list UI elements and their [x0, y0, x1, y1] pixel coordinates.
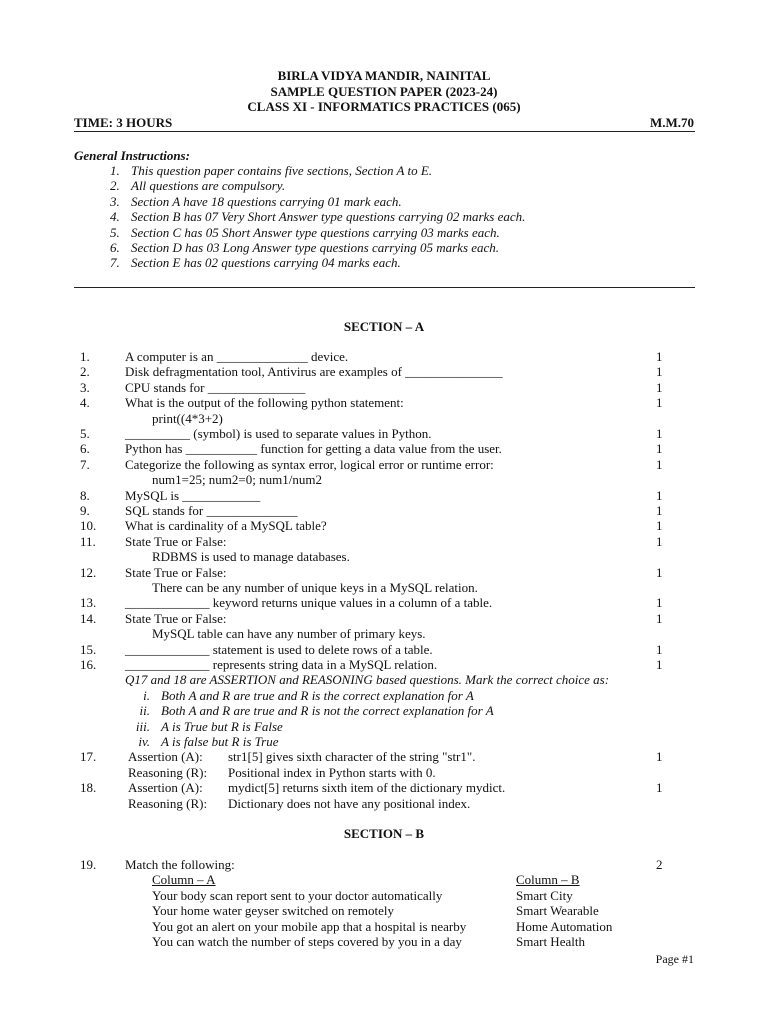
question-number: 10.: [80, 518, 97, 534]
match-column-a-item: Your home water geyser switched on remotely: [152, 903, 395, 919]
instruction-number: 7.: [110, 255, 120, 271]
match-column-a-item: Your body scan report sent to your doctor automatically: [152, 887, 443, 903]
question-number: 1.: [80, 349, 90, 364]
question-text: CPU stands for _______________: [125, 379, 306, 395]
question-text: MySQL is ____________: [125, 487, 261, 503]
max-marks: M.M.70: [649, 115, 694, 130]
assertion-text: str1[5] gives sixth character of the string "str1".: [228, 749, 476, 765]
question-number: 7.: [80, 456, 90, 472]
class-subject: CLASS XI - INFORMATICS PRACTICES (065): [247, 99, 521, 114]
question-number: 18.: [80, 780, 97, 796]
question-subtext: RDBMS is used to manage databases.: [152, 549, 350, 565]
time-allowed: TIME: 3 HOURS: [74, 115, 173, 130]
ar-option-number: iii.: [135, 718, 150, 734]
instruction-number: 2.: [110, 178, 120, 194]
question-number: 3.: [80, 379, 90, 395]
instructions-title: General Instructions:: [74, 148, 190, 163]
question-number: 11.: [80, 533, 96, 549]
section-b-title: SECTION – B: [343, 826, 425, 841]
instruction-text: All questions are compulsory.: [131, 178, 286, 194]
instruction-number: 3.: [110, 193, 120, 209]
ar-option-number: iv.: [138, 734, 150, 749]
question-marks: 1: [656, 426, 663, 441]
question-marks: 1: [656, 379, 663, 395]
instruction-number: 1.: [110, 163, 120, 178]
reasoning-text: Dictionary does not have any positional index.: [228, 795, 471, 811]
question-marks: 1: [656, 456, 663, 472]
question-text: State True or False:: [125, 533, 227, 549]
question-marks: 1: [656, 533, 663, 549]
reasoning-label: Reasoning (R):: [128, 795, 208, 811]
instruction-number: 5.: [110, 224, 120, 240]
ar-option-number: i.: [143, 687, 150, 703]
question-marks: 1: [656, 749, 663, 765]
question-number: 13.: [80, 595, 97, 611]
match-column-b-item: Smart City: [516, 887, 573, 903]
column-a-header: Column – A: [152, 872, 216, 888]
ar-option-text: A is false but R is True: [161, 734, 279, 749]
question-subtext: num1=25; num2=0; num1/num2: [152, 472, 322, 488]
instructions-rule: [74, 287, 695, 288]
question-marks: 1: [656, 595, 663, 611]
question-number: 16.: [80, 657, 97, 672]
question-text: State True or False:: [125, 610, 227, 626]
ar-option-text: A is True but R is False: [161, 718, 283, 734]
instruction-text: Section B has 07 Very Short Answer type questions carrying 02 marks each.: [131, 209, 526, 225]
match-column-b-item: Smart Wearable: [516, 903, 599, 919]
section-a-title: SECTION – A: [343, 319, 425, 334]
question-number: 6.: [80, 441, 90, 457]
page-number: Page #1: [655, 952, 694, 966]
assertion-reasoning-note: Q17 and 18 are ASSERTION and REASONING based questions. Mark the correct choice as:: [125, 672, 610, 688]
question-text: SQL stands for ______________: [125, 503, 298, 518]
question-text: Disk defragmentation tool, Antivirus are examples of _______________: [125, 364, 503, 380]
reasoning-text: Positional index in Python starts with 0.: [228, 764, 436, 780]
question-marks: 1: [656, 349, 663, 364]
question-text: A computer is an ______________ device.: [125, 349, 349, 364]
ar-option-text: Both A and R are true and R is the correct explanation for A: [161, 687, 474, 703]
school-name: BIRLA VIDYA MANDIR, NAINITAL: [277, 68, 491, 83]
question-number: 12.: [80, 564, 97, 580]
match-column-b-item: Home Automation: [516, 918, 613, 934]
question-text: Match the following:: [125, 857, 235, 872]
question-marks: 1: [656, 364, 663, 380]
instruction-text: Section D has 03 Long Answer type questions carrying 05 marks each.: [131, 240, 500, 255]
question-marks: 1: [656, 518, 663, 534]
question-text: State True or False:: [125, 564, 227, 580]
ar-option-text: Both A and R are true and R is not the correct explanation for A: [161, 703, 494, 719]
question-text: _____________ keyword returns unique values in a column of a table.: [125, 595, 493, 611]
question-text: Python has ___________ function for getting a data value from the user.: [125, 441, 502, 457]
assertion-label: Assertion (A):: [128, 780, 203, 796]
question-marks: 2: [656, 857, 663, 872]
header-rule: [74, 131, 695, 132]
question-subtext: print((4*3+2): [152, 410, 223, 426]
question-number: 8.: [80, 487, 90, 503]
question-number: 2.: [80, 364, 90, 380]
column-b-header: Column – B: [516, 872, 580, 888]
assertion-label: Assertion (A):: [128, 749, 203, 765]
question-subtext: MySQL table can have any number of primary keys.: [152, 626, 426, 642]
match-column-b-item: Smart Health: [516, 934, 585, 949]
instruction-text: Section C has 05 Short Answer type questions carrying 03 marks each.: [131, 224, 500, 240]
instruction-text: Section E has 02 questions carrying 04 marks each.: [131, 255, 401, 271]
question-subtext: There can be any number of unique keys in a MySQL relation.: [152, 580, 478, 595]
question-marks: 1: [656, 503, 663, 518]
instruction-text: This question paper contains five sections, Section A to E.: [131, 163, 433, 178]
paper-title: SAMPLE QUESTION PAPER (2023-24): [270, 84, 498, 99]
question-marks: 1: [656, 564, 663, 580]
question-text: __________ (symbol) is used to separate values in Python.: [125, 426, 432, 441]
ar-option-number: ii.: [139, 703, 150, 719]
instruction-text: Section A have 18 questions carrying 01 mark each.: [131, 193, 402, 209]
question-number: 17.: [80, 749, 97, 765]
instruction-number: 6.: [110, 240, 120, 255]
question-marks: 1: [656, 610, 663, 626]
question-marks: 1: [656, 641, 663, 657]
assertion-text: mydict[5] returns sixth item of the dictionary mydict.: [228, 780, 506, 796]
question-text: Categorize the following as syntax error, logical error or runtime error:: [125, 456, 494, 472]
instruction-number: 4.: [110, 209, 120, 225]
reasoning-label: Reasoning (R):: [128, 764, 208, 780]
question-marks: 1: [656, 487, 663, 503]
question-number: 9.: [80, 503, 90, 518]
question-number: 4.: [80, 395, 90, 411]
question-marks: 1: [656, 395, 663, 411]
question-text: What is cardinality of a MySQL table?: [125, 518, 327, 534]
question-text: What is the output of the following python statement:: [125, 395, 404, 411]
question-text: _____________ represents string data in a MySQL relation.: [125, 657, 438, 672]
question-number: 14.: [80, 610, 97, 626]
question-number: 15.: [80, 641, 97, 657]
question-number: 5.: [80, 426, 90, 441]
match-column-a-item: You can watch the number of steps covered by you in a day: [152, 934, 462, 949]
question-marks: 1: [656, 780, 663, 796]
match-column-a-item: You got an alert on your mobile app that a hospital is nearby: [152, 918, 467, 934]
question-text: _____________ statement is used to delete rows of a table.: [125, 641, 433, 657]
question-number: 19.: [80, 857, 97, 872]
question-marks: 1: [656, 657, 663, 672]
question-marks: 1: [656, 441, 663, 457]
